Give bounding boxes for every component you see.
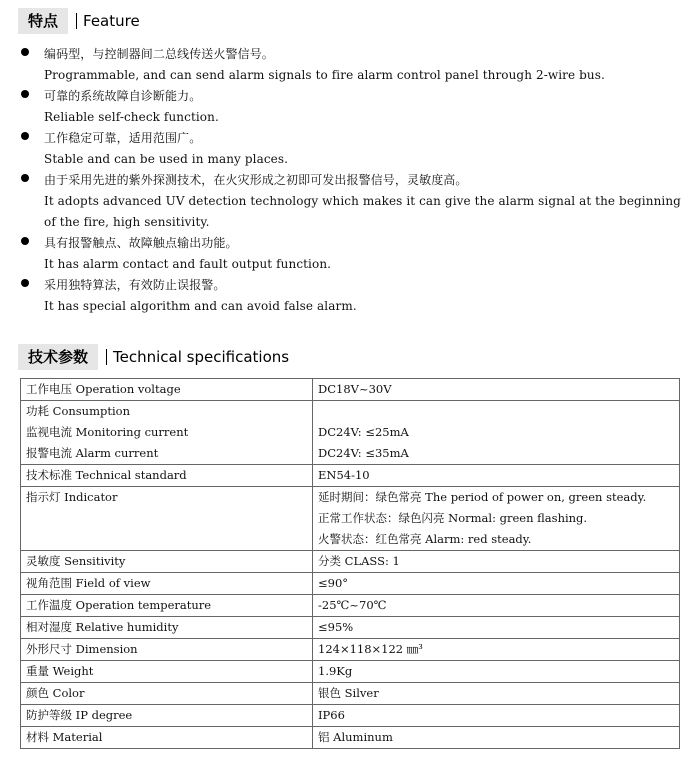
spec-row: [21, 661, 680, 683]
spec-value-cell: [313, 639, 680, 661]
spec-label-cell: [21, 617, 313, 639]
spec-value-cell: [313, 573, 680, 595]
spec-label-cell: [21, 661, 313, 683]
feature-item: [20, 275, 690, 317]
spec-label-cell: [21, 683, 313, 705]
spec-label-cell: [21, 595, 313, 617]
spec-row: [21, 379, 680, 401]
spec-value: 正常工作状态：绿色闪亮 Normal: green flashing.: [318, 511, 588, 525]
spec-heading: [18, 344, 289, 370]
spec-value: IP66: [318, 708, 345, 722]
spec-label: 相对湿度 Relative humidity: [26, 620, 179, 634]
spec-value: DC18V~30V: [318, 382, 392, 396]
spec-value: 124×118×122 ㎜³: [318, 642, 423, 656]
spec-value: DC24V: ≤35mA: [318, 446, 409, 460]
spec-label-cell: [21, 487, 313, 551]
feature-heading-en: Feature: [76, 13, 140, 29]
spec-value-cell: [313, 661, 680, 683]
spec-value: 1.9Kg: [318, 664, 353, 678]
spec-label: 材料 Material: [26, 730, 103, 744]
spec-label: 工作电压 Operation voltage: [26, 382, 181, 396]
spec-value: [318, 401, 674, 422]
spec-value: ≤95%: [318, 620, 354, 634]
spec-value-cell: [313, 683, 680, 705]
spec-row: [21, 551, 680, 573]
bullet-dot-icon: [21, 237, 29, 245]
feature-text-cn: 采用独特算法，有效防止误报警。: [44, 278, 226, 292]
spec-row: [21, 639, 680, 661]
spec-row: [21, 727, 680, 749]
spec-label: 技术标准 Technical standard: [26, 468, 187, 482]
spec-label: 功耗 Consumption: [26, 404, 130, 418]
spec-value-cell: [313, 551, 680, 573]
feature-text-cn: 具有报警触点、故障触点输出功能。: [44, 236, 238, 250]
spec-value-cell: [313, 379, 680, 401]
feature-heading: [18, 8, 140, 34]
spec-value: EN54-10: [318, 468, 370, 482]
spec-label: 外形尺寸 Dimension: [26, 642, 138, 656]
spec-value: 铝 Aluminum: [318, 730, 393, 744]
feature-text-cn: 由于采用先进的紫外探测技术，在火灾形成之初即可发出报警信号，灵敏度高。: [44, 173, 468, 187]
spec-label-cell: [21, 401, 313, 465]
feature-list: [20, 44, 690, 317]
feature-text-cn: 工作稳定可靠，适用范围广。: [44, 131, 202, 145]
feature-item: [20, 170, 690, 233]
feature-heading-cn: 特点: [18, 8, 68, 34]
spec-value-cell: [313, 595, 680, 617]
feature-text-cn: 可靠的系统故障自诊断能力。: [44, 89, 202, 103]
spec-value-cell: [313, 465, 680, 487]
spec-label: 指示灯 Indicator: [26, 490, 118, 504]
bullet-dot-icon: [21, 90, 29, 98]
bullet-dot-icon: [21, 132, 29, 140]
feature-item: [20, 233, 690, 275]
spec-table: [20, 378, 680, 749]
feature-text-en: It has special algorithm and can avoid false alarm.: [44, 299, 357, 313]
spec-value: DC24V: ≤25mA: [318, 425, 409, 439]
spec-label-cell: [21, 573, 313, 595]
spec-label-cell: [21, 465, 313, 487]
spec-label-cell: [21, 379, 313, 401]
spec-heading-en: Technical specifications: [106, 349, 289, 365]
spec-row: [21, 705, 680, 727]
spec-value-cell: [313, 401, 680, 465]
spec-value: -25℃~70℃: [318, 598, 387, 612]
spec-label-cell: [21, 551, 313, 573]
spec-label: 工作温度 Operation temperature: [26, 598, 212, 612]
spec-heading-cn: 技术参数: [18, 344, 98, 370]
feature-text-en: Stable and can be used in many places.: [44, 152, 289, 166]
spec-row: [21, 401, 680, 465]
spec-label: 颜色 Color: [26, 686, 85, 700]
spec-label: 视角范围 Field of view: [26, 576, 151, 590]
spec-value-cell: [313, 617, 680, 639]
bullet-dot-icon: [21, 174, 29, 182]
spec-row: [21, 595, 680, 617]
spec-row: [21, 487, 680, 551]
spec-value: 延时期间：绿色常亮 The period of power on, green steady.: [318, 490, 647, 504]
spec-label-cell: [21, 727, 313, 749]
spec-value: ≤90°: [318, 576, 349, 590]
spec-value-cell: [313, 705, 680, 727]
spec-row: [21, 617, 680, 639]
spec-label-cell: [21, 705, 313, 727]
feature-item: [20, 128, 690, 170]
feature-text-en: It adopts advanced UV detection technology which makes it can give the alarm signal at the beginning of the fire, high sensitivity.: [44, 194, 681, 229]
spec-value-cell: [313, 487, 680, 551]
spec-row: [21, 465, 680, 487]
spec-value: 银色 Silver: [318, 686, 379, 700]
spec-label: 重量 Weight: [26, 664, 94, 678]
spec-value: 火警状态：红色常亮 Alarm: red steady.: [318, 532, 532, 546]
spec-row: [21, 573, 680, 595]
feature-item: [20, 44, 690, 86]
bullet-dot-icon: [21, 279, 29, 287]
spec-value-cell: [313, 727, 680, 749]
spec-label: 防护等级 IP degree: [26, 708, 133, 722]
feature-text-en: Reliable self-check function.: [44, 110, 219, 124]
feature-text-en: It has alarm contact and fault output function.: [44, 257, 332, 271]
spec-label: 报警电流 Alarm current: [26, 446, 159, 460]
bullet-dot-icon: [21, 48, 29, 56]
spec-label: 监视电流 Monitoring current: [26, 425, 189, 439]
spec-label-cell: [21, 639, 313, 661]
feature-text-cn: 编码型，与控制器间二总线传送火警信号。: [44, 47, 274, 61]
feature-text-en: Programmable, and can send alarm signals to fire alarm control panel through 2-wire bus.: [44, 68, 605, 82]
spec-label: 灵敏度 Sensitivity: [26, 554, 126, 568]
feature-item: [20, 86, 690, 128]
spec-value: 分类 CLASS: 1: [318, 554, 400, 568]
spec-row: [21, 683, 680, 705]
